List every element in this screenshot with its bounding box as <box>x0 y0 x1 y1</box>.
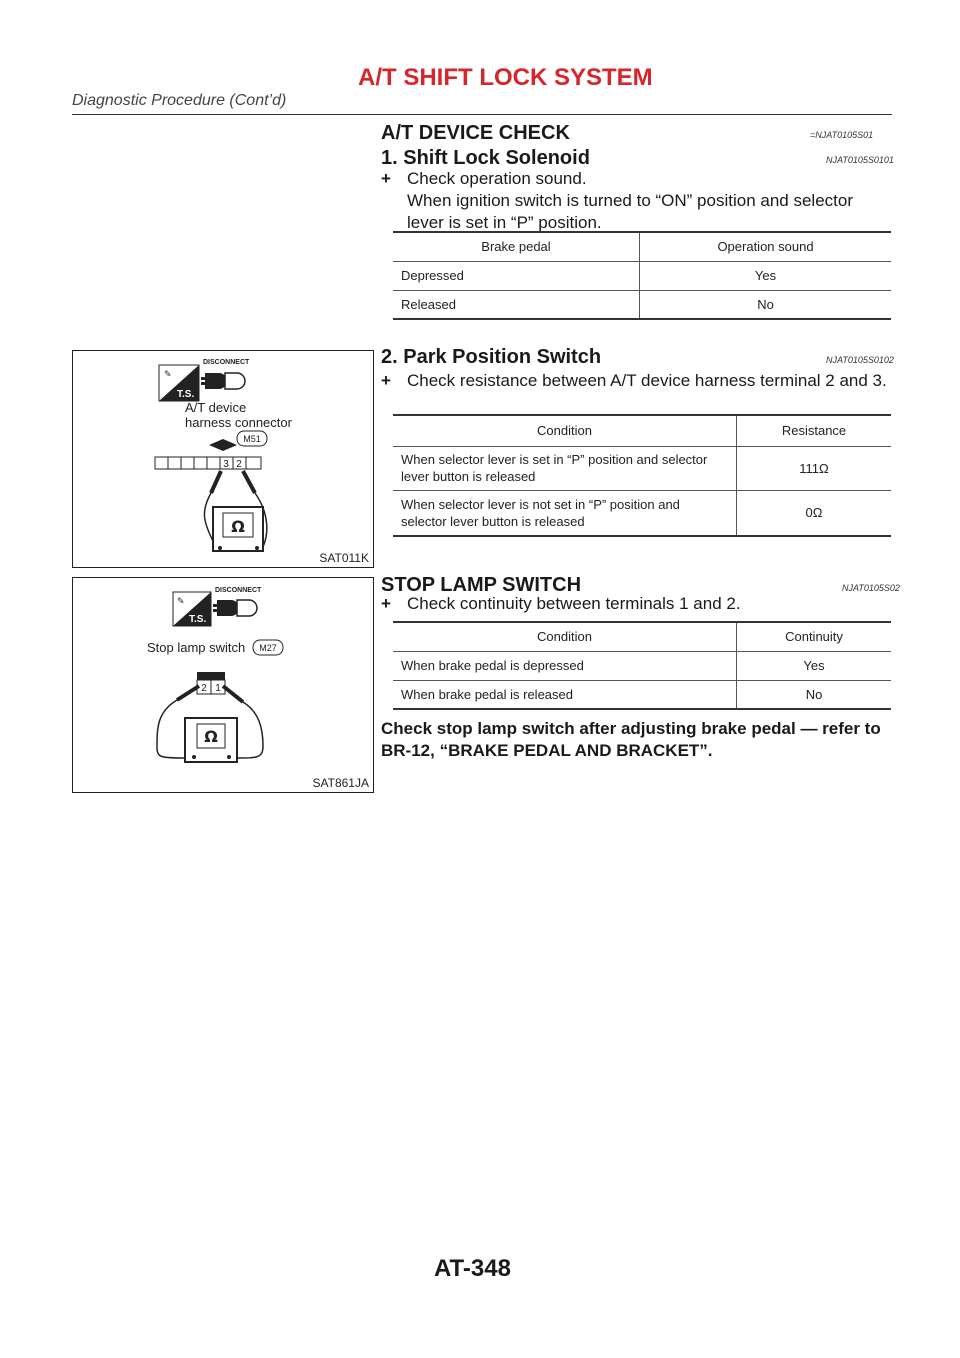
connector-lock-tab-icon <box>209 439 237 451</box>
shift-lock-line2: When ignition switch is turned to “ON” position and selector lever is set in “P” position. <box>407 191 853 232</box>
table-cell: Depressed <box>393 261 640 290</box>
table-header-cell: Condition <box>393 622 737 651</box>
table-row <box>393 261 891 290</box>
shift-lock-ref: NJAT0105S0101 <box>826 155 894 165</box>
park-switch-table <box>393 414 891 537</box>
svg-text:3: 3 <box>223 459 229 470</box>
svg-text:Ω: Ω <box>231 517 245 536</box>
stop-lamp-note: Check stop lamp switch after adjusting brake pedal — refer to BR-12, “BRAKE PEDAL AND BRACKET”. <box>381 719 881 760</box>
park-switch-instruction <box>381 370 893 392</box>
table-header-cell: Continuity <box>737 622 892 651</box>
table-cell: 0Ω <box>737 490 892 536</box>
svg-text:Ω: Ω <box>204 727 218 746</box>
svg-text:✎: ✎ <box>164 370 172 380</box>
connector-label-2: harness connector <box>185 415 292 430</box>
table-cell: No <box>737 680 892 709</box>
table-cell: When selector lever is set in “P” position and selector lever button is released <box>393 446 737 490</box>
stop-lamp-switch-diagram <box>73 578 373 792</box>
figure-caption: SAT011K <box>319 551 369 565</box>
park-switch-line1: Check resistance between A/T device harness terminal 2 and 3. <box>407 371 887 390</box>
table-row <box>393 290 891 319</box>
table-cell: No <box>640 290 892 319</box>
ohmmeter-icon <box>213 507 263 551</box>
table-cell: Yes <box>640 261 892 290</box>
svg-text:✎: ✎ <box>177 597 185 607</box>
switch-connector <box>197 672 225 694</box>
svg-text:M27: M27 <box>259 643 277 653</box>
disconnect-label: DISCONNECT <box>215 587 262 594</box>
shift-lock-title: 1. Shift Lock Solenoid <box>381 147 590 169</box>
ts-badge-icon <box>159 365 199 401</box>
shift-lock-line1: Check operation sound. <box>407 169 587 188</box>
stop-lamp-ref: NJAT0105S02 <box>842 583 900 593</box>
svg-text:T.S.: T.S. <box>189 614 207 625</box>
table-row <box>393 446 891 490</box>
shift-lock-instruction <box>381 168 893 234</box>
table-cell: 111Ω <box>737 446 892 490</box>
connector-pin-row <box>155 457 261 470</box>
table-cell: When selector lever is not set in “P” position and selector lever button is released <box>393 490 737 536</box>
table-cell: Released <box>393 290 640 319</box>
page-header-subtitle: Diagnostic Procedure (Cont’d) <box>72 92 287 109</box>
disconnect-connector-icon <box>213 600 257 616</box>
bullet-icon: + <box>381 169 391 188</box>
table-row <box>393 680 891 709</box>
stop-lamp-instruction <box>381 593 893 615</box>
bullet-icon: + <box>381 371 391 390</box>
svg-text:M51: M51 <box>243 434 261 444</box>
bullet-icon: + <box>381 594 391 613</box>
ts-badge-icon <box>173 592 211 626</box>
page-header-title: A/T SHIFT LOCK SYSTEM <box>358 64 653 91</box>
stop-lamp-title: STOP LAMP SWITCH <box>381 574 582 596</box>
table-cell: When brake pedal is depressed <box>393 651 737 680</box>
table-header-row <box>393 415 891 446</box>
table-header-cell: Brake pedal <box>393 232 640 261</box>
device-check-title: A/T DEVICE CHECK <box>381 122 570 144</box>
table-cell: When brake pedal is released <box>393 680 737 709</box>
connector-label-1: A/T device <box>185 400 247 415</box>
shift-lock-table <box>393 231 891 320</box>
table-cell: Yes <box>737 651 892 680</box>
table-header-row <box>393 622 891 651</box>
park-switch-ref: NJAT0105S0102 <box>826 355 894 365</box>
table-header-cell: Condition <box>393 415 737 446</box>
figure-caption: SAT861JA <box>312 776 369 790</box>
device-check-ref: =NJAT0105S01 <box>810 130 874 140</box>
stop-lamp-line1: Check continuity between terminals 1 and 2. <box>407 594 741 613</box>
table-row <box>393 490 891 536</box>
svg-text:2: 2 <box>236 459 242 470</box>
switch-label: Stop lamp switch <box>147 640 246 655</box>
svg-text:2: 2 <box>201 683 207 694</box>
table-header-cell: Resistance <box>737 415 892 446</box>
at-device-harness-diagram <box>73 351 373 567</box>
table-header-cell: Operation sound <box>640 232 892 261</box>
table-header-row <box>393 232 891 261</box>
svg-text:1: 1 <box>215 683 221 694</box>
svg-text:T.S.: T.S. <box>177 389 195 400</box>
ohmmeter-icon <box>185 718 237 762</box>
table-row <box>393 651 891 680</box>
header-divider <box>72 114 892 115</box>
page-number: AT-348 <box>434 1255 511 1282</box>
stop-lamp-table <box>393 621 891 710</box>
disconnect-label: DISCONNECT <box>203 359 250 366</box>
disconnect-connector-icon <box>201 373 245 389</box>
park-switch-title: 2. Park Position Switch <box>381 346 602 368</box>
figure-stop-lamp-switch <box>72 577 374 793</box>
figure-at-device-harness <box>72 350 374 568</box>
